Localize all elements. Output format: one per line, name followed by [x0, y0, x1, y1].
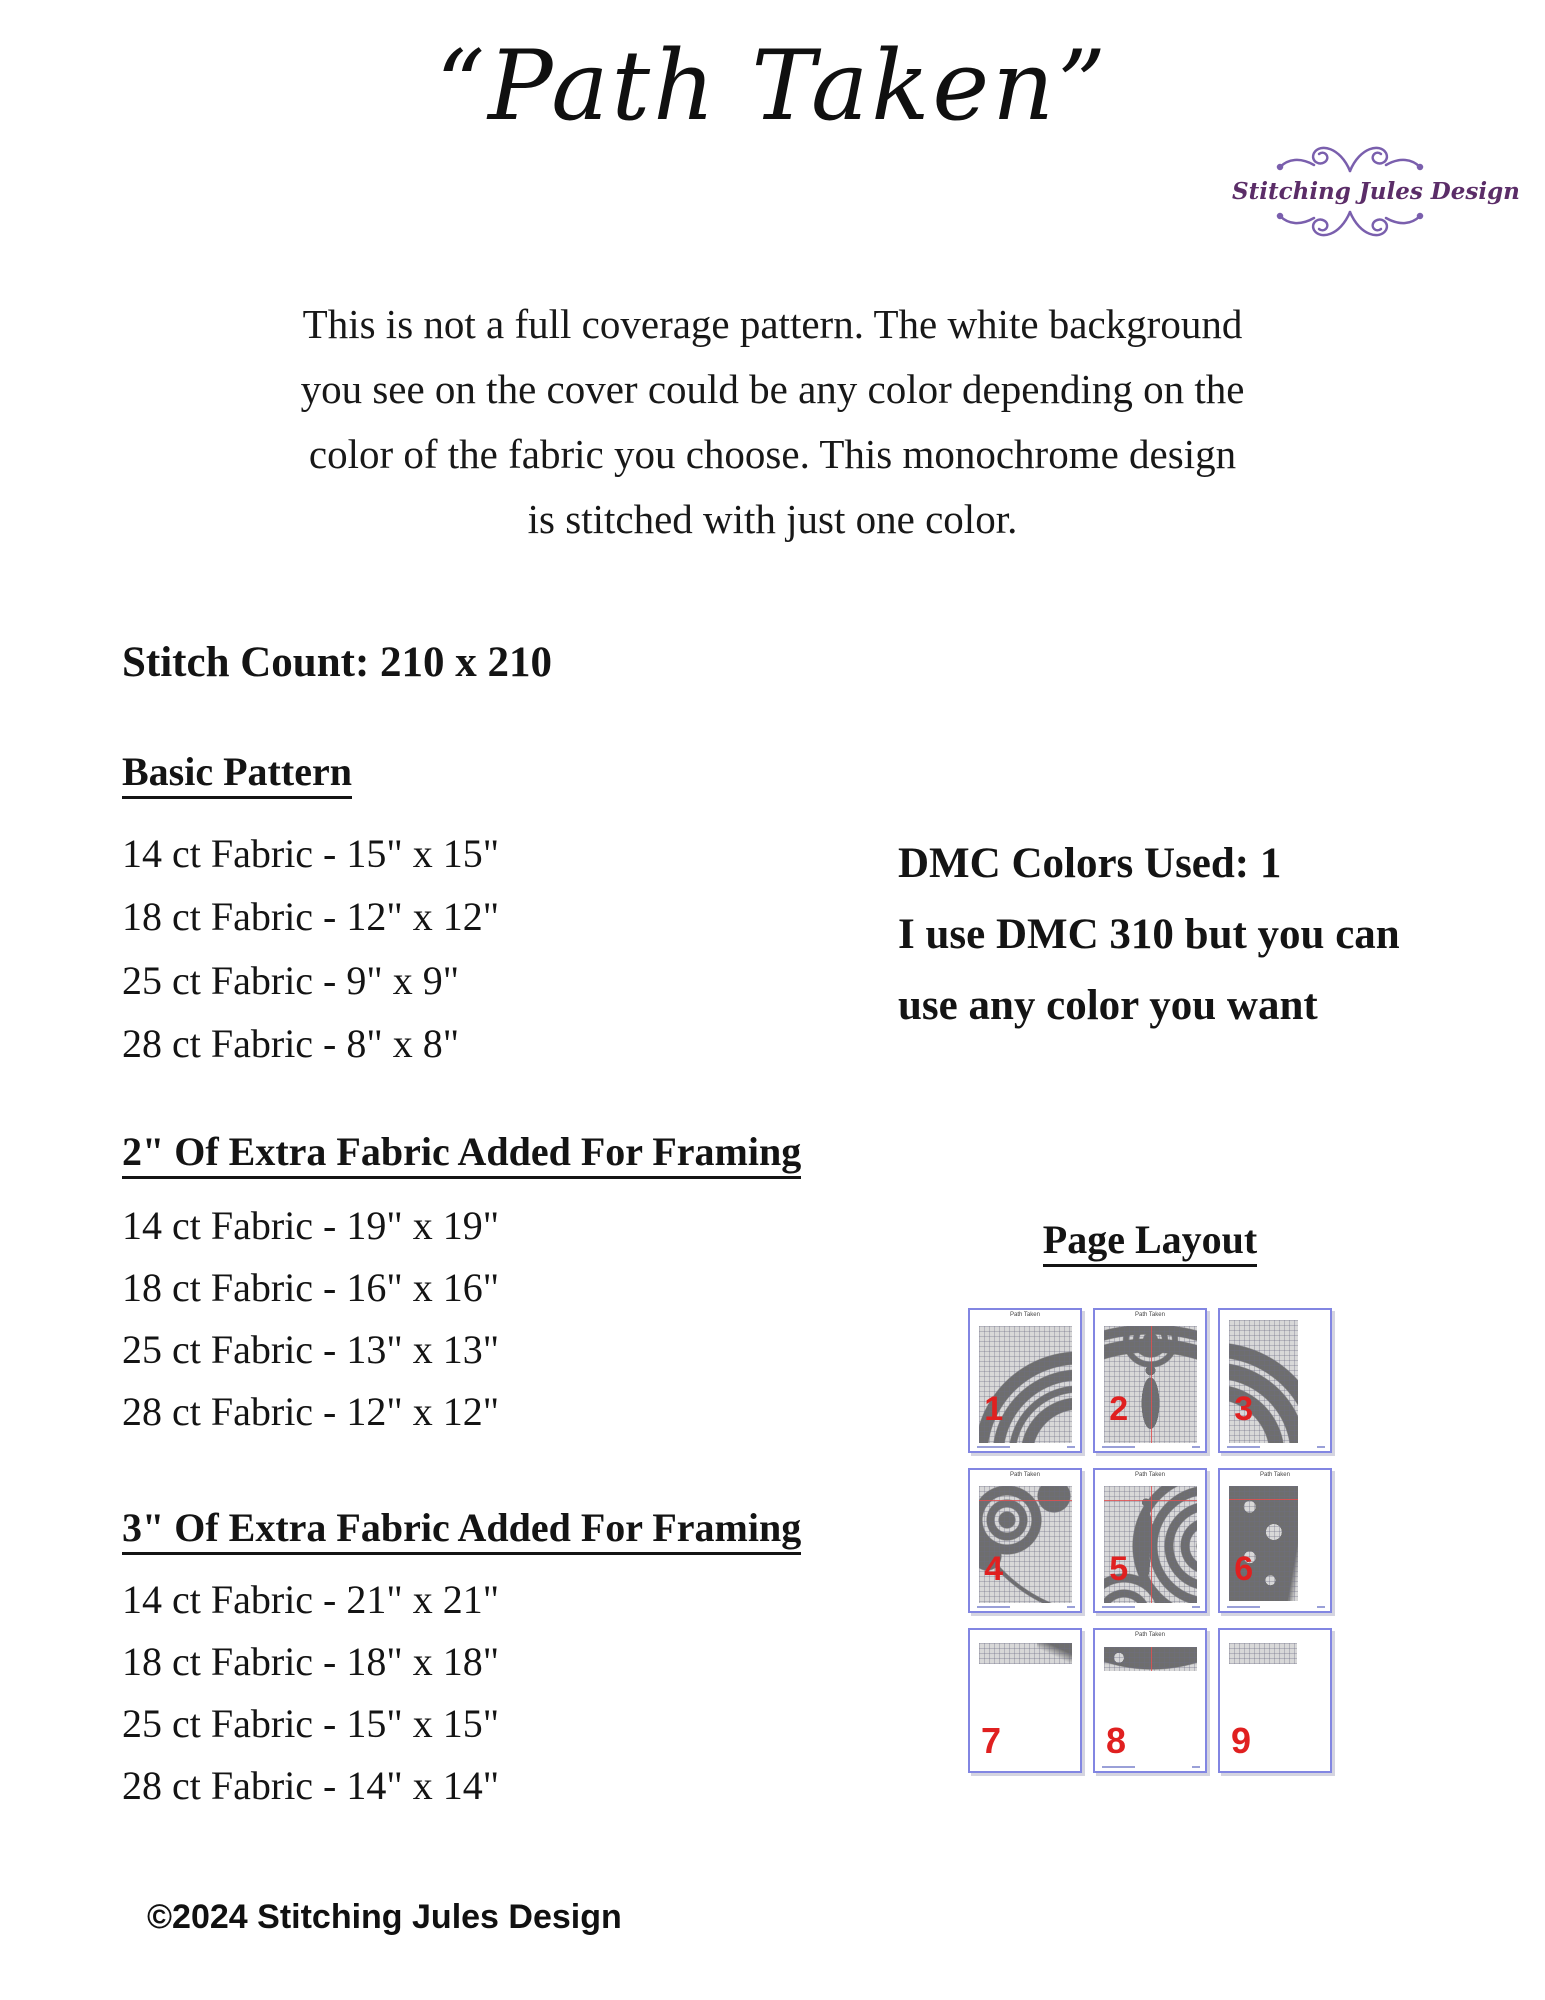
mini-footer-text [1192, 1606, 1200, 1608]
pattern-page-thumbnail-8 [1093, 1628, 1207, 1773]
mini-footer-text [1192, 1446, 1200, 1448]
stitch-grid-preview [979, 1643, 1073, 1664]
center-guide-line [1151, 1326, 1152, 1443]
fabric-size-item: 25 ct Fabric - 13" x 13" [122, 1327, 500, 1372]
section-heading-basic-pattern: Basic Pattern [122, 748, 352, 795]
pattern-page-thumbnail-3 [1218, 1308, 1332, 1453]
mini-footer-text [1192, 1766, 1200, 1768]
mini-footer-text [1227, 1606, 1260, 1608]
copyright-footer: ©2024 Stitching Jules Design [147, 1898, 622, 1936]
mini-footer-text [1227, 1446, 1260, 1448]
mini-footer-text [1067, 1606, 1075, 1608]
mini-footer-text [1102, 1766, 1135, 1768]
fabric-size-item: 14 ct Fabric - 21" x 21" [122, 1577, 500, 1622]
fabric-size-item: 25 ct Fabric - 15" x 15" [122, 1701, 500, 1746]
page-number: 5 [1109, 1549, 1129, 1588]
fabric-size-item: 14 ct Fabric - 19" x 19" [122, 1203, 500, 1248]
intro-line: you see on the cover could be any color depending on the [300, 366, 1245, 412]
mini-page-title: Path Taken [1010, 1312, 1040, 1318]
page-number: 7 [981, 1720, 1002, 1762]
mini-footer-text [1067, 1446, 1075, 1448]
page-number: 9 [1231, 1720, 1252, 1762]
pattern-page-thumbnail-9 [1218, 1628, 1332, 1773]
intro-line: This is not a full coverage pattern. The white background [302, 301, 1243, 347]
fabric-size-item: 28 ct Fabric - 12" x 12" [122, 1389, 500, 1434]
pattern-page-thumbnail-7 [968, 1628, 1082, 1773]
pattern-page-thumbnail-1 [968, 1308, 1082, 1453]
flourish-bottom-icon [1270, 205, 1430, 245]
page-number: 3 [1234, 1389, 1254, 1428]
dmc-line: use any color you want [898, 982, 1318, 1029]
mini-footer-text [977, 1446, 1010, 1448]
center-guide-line [1151, 1486, 1152, 1603]
mini-page-title: Path Taken [1135, 1472, 1165, 1478]
fabric-size-item: 18 ct Fabric - 12" x 12" [122, 894, 500, 939]
mini-footer-text [1317, 1606, 1325, 1608]
page-number: 6 [1234, 1549, 1254, 1588]
mini-page-title: Path Taken [1135, 1632, 1165, 1638]
mini-footer-text [1102, 1446, 1135, 1448]
mini-page-title: Path Taken [1260, 1472, 1290, 1478]
intro-line: is stitched with just one color. [527, 496, 1018, 542]
mini-footer-text [1102, 1606, 1135, 1608]
page-number: 1 [984, 1389, 1004, 1428]
page-title: “Path Taken” [435, 30, 1110, 142]
center-guide-line [1104, 1500, 1198, 1501]
section-heading-3in-framing: 3" Of Extra Fabric Added For Framing [122, 1504, 801, 1551]
mini-footer-text [977, 1606, 1010, 1608]
dmc-line: I use DMC 310 but you can [898, 911, 1400, 958]
pattern-page-thumbnail-2 [1093, 1308, 1207, 1453]
pattern-page-thumbnail-6 [1218, 1468, 1332, 1613]
page-number: 8 [1106, 1720, 1127, 1762]
center-guide-line [979, 1500, 1073, 1501]
pattern-page-thumbnail-4 [968, 1468, 1082, 1613]
fabric-size-item: 25 ct Fabric - 9" x 9" [122, 958, 460, 1003]
page-layout-heading: Page Layout [968, 1216, 1332, 1263]
fabric-size-item: 18 ct Fabric - 18" x 18" [122, 1639, 500, 1684]
brand-name: Stitching Jules Design [1232, 178, 1520, 205]
mini-page-title: Path Taken [1010, 1472, 1040, 1478]
brand-logo [1232, 138, 1520, 245]
mini-page-title: Path Taken [1135, 1312, 1165, 1318]
center-guide-line [1151, 1647, 1152, 1671]
page-number: 2 [1109, 1389, 1129, 1428]
mini-footer-text [1317, 1446, 1325, 1448]
fabric-size-item: 28 ct Fabric - 8" x 8" [122, 1021, 460, 1066]
center-guide-line [1229, 1499, 1298, 1500]
stitch-grid-preview [1104, 1647, 1198, 1671]
intro-paragraph [0, 292, 1545, 552]
intro-line: color of the fabric you choose. This monochrome design [308, 431, 1237, 477]
stitch-count: Stitch Count: 210 x 210 [122, 639, 553, 686]
stitch-grid-preview [1229, 1643, 1297, 1664]
fabric-size-item: 28 ct Fabric - 14" x 14" [122, 1763, 500, 1808]
pattern-page-thumbnail-5 [1093, 1468, 1207, 1613]
flourish-top-icon [1270, 138, 1430, 178]
dmc-line: DMC Colors Used: 1 [898, 840, 1282, 887]
dmc-colors-info [898, 828, 1478, 1041]
page-number: 4 [984, 1549, 1004, 1588]
fabric-size-item: 18 ct Fabric - 16" x 16" [122, 1265, 500, 1310]
fabric-size-item: 14 ct Fabric - 15" x 15" [122, 831, 500, 876]
page-layout-grid [968, 1308, 1332, 1773]
section-heading-2in-framing: 2" Of Extra Fabric Added For Framing [122, 1128, 801, 1175]
